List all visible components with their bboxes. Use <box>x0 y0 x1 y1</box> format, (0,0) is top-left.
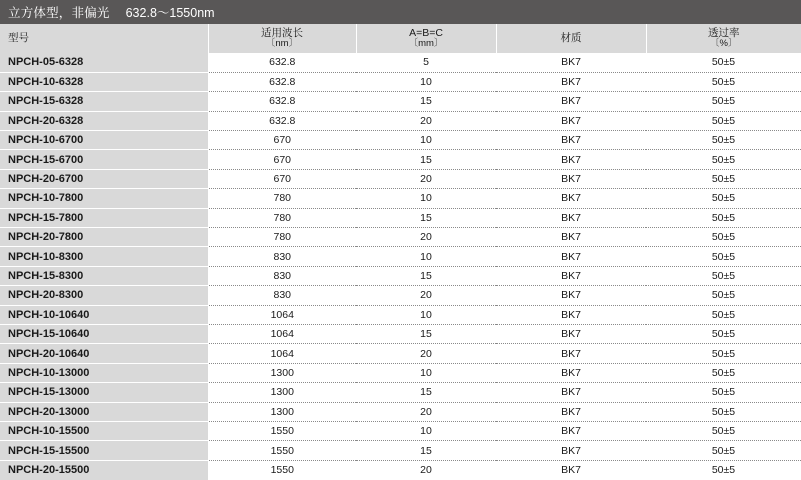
cell-transmittance: 50±5 <box>646 111 801 130</box>
cell-model: NPCH-15-15500 <box>0 441 208 460</box>
cell-model: NPCH-20-15500 <box>0 460 208 479</box>
cell-material: BK7 <box>496 208 646 227</box>
table-row <box>0 150 801 169</box>
cell-material: BK7 <box>496 72 646 91</box>
cell-wavelength: 1300 <box>208 402 356 421</box>
cell-material: BK7 <box>496 421 646 440</box>
cell-size: 20 <box>356 286 496 305</box>
cell-material: BK7 <box>496 266 646 285</box>
cell-transmittance: 50±5 <box>646 460 801 479</box>
cell-model: NPCH-10-15500 <box>0 421 208 440</box>
cell-wavelength: 830 <box>208 247 356 266</box>
cell-wavelength: 632.8 <box>208 53 356 72</box>
cell-model: NPCH-15-6328 <box>0 92 208 111</box>
table-header <box>0 24 801 53</box>
cell-size: 10 <box>356 305 496 324</box>
cell-size: 10 <box>356 72 496 91</box>
cell-model: NPCH-10-7800 <box>0 189 208 208</box>
section-title: 立方体型，非偏光 <box>8 6 110 20</box>
cell-size: 10 <box>356 421 496 440</box>
cell-transmittance: 50±5 <box>646 383 801 402</box>
table-row <box>0 402 801 421</box>
cell-material: BK7 <box>496 111 646 130</box>
cell-transmittance: 50±5 <box>646 131 801 150</box>
cell-transmittance: 50±5 <box>646 286 801 305</box>
table-row <box>0 305 801 324</box>
cell-model: NPCH-15-6700 <box>0 150 208 169</box>
cell-material: BK7 <box>496 383 646 402</box>
cell-transmittance: 50±5 <box>646 150 801 169</box>
cell-model: NPCH-20-10640 <box>0 344 208 363</box>
table-row <box>0 189 801 208</box>
cell-model: NPCH-15-7800 <box>0 208 208 227</box>
cell-material: BK7 <box>496 92 646 111</box>
table-row <box>0 344 801 363</box>
table-row <box>0 53 801 72</box>
cell-transmittance: 50±5 <box>646 169 801 188</box>
cell-size: 15 <box>356 383 496 402</box>
cell-size: 20 <box>356 111 496 130</box>
cell-transmittance: 50±5 <box>646 72 801 91</box>
cell-material: BK7 <box>496 402 646 421</box>
cell-model: NPCH-20-8300 <box>0 286 208 305</box>
cell-wavelength: 1064 <box>208 324 356 343</box>
cell-wavelength: 670 <box>208 131 356 150</box>
cell-transmittance: 50±5 <box>646 92 801 111</box>
cell-model: NPCH-20-13000 <box>0 402 208 421</box>
cell-material: BK7 <box>496 344 646 363</box>
table-row <box>0 131 801 150</box>
cell-size: 20 <box>356 402 496 421</box>
cell-transmittance: 50±5 <box>646 421 801 440</box>
column-header-wavelength: 适用波长 〔nm〕 <box>208 24 356 53</box>
cell-material: BK7 <box>496 324 646 343</box>
cell-wavelength: 1550 <box>208 441 356 460</box>
table-row <box>0 286 801 305</box>
table-row <box>0 92 801 111</box>
cell-transmittance: 50±5 <box>646 402 801 421</box>
cell-wavelength: 1300 <box>208 363 356 382</box>
table-row <box>0 383 801 402</box>
cell-wavelength: 632.8 <box>208 92 356 111</box>
cell-material: BK7 <box>496 189 646 208</box>
cell-transmittance: 50±5 <box>646 208 801 227</box>
cell-material: BK7 <box>496 131 646 150</box>
cell-wavelength: 1550 <box>208 460 356 479</box>
cell-size: 20 <box>356 228 496 247</box>
cell-size: 15 <box>356 92 496 111</box>
table-row <box>0 208 801 227</box>
table-row <box>0 247 801 266</box>
column-header-transmittance: 透过率 〔%〕 <box>646 24 801 53</box>
cell-model: NPCH-20-7800 <box>0 228 208 247</box>
cell-transmittance: 50±5 <box>646 228 801 247</box>
cell-wavelength: 670 <box>208 150 356 169</box>
cell-wavelength: 830 <box>208 286 356 305</box>
cell-wavelength: 830 <box>208 266 356 285</box>
section-title-bar <box>0 0 801 24</box>
cell-size: 20 <box>356 344 496 363</box>
cell-model: NPCH-15-8300 <box>0 266 208 285</box>
cell-wavelength: 780 <box>208 208 356 227</box>
cell-transmittance: 50±5 <box>646 53 801 72</box>
cell-material: BK7 <box>496 286 646 305</box>
cell-material: BK7 <box>496 305 646 324</box>
cell-model: NPCH-10-8300 <box>0 247 208 266</box>
cell-model: NPCH-20-6700 <box>0 169 208 188</box>
cell-size: 20 <box>356 460 496 479</box>
cell-wavelength: 1300 <box>208 383 356 402</box>
cell-wavelength: 670 <box>208 169 356 188</box>
cell-material: BK7 <box>496 228 646 247</box>
cell-wavelength: 1064 <box>208 344 356 363</box>
column-header-material: 材质 <box>496 24 646 53</box>
cell-transmittance: 50±5 <box>646 363 801 382</box>
cell-transmittance: 50±5 <box>646 305 801 324</box>
cell-size: 10 <box>356 363 496 382</box>
cell-size: 15 <box>356 150 496 169</box>
table-row <box>0 72 801 91</box>
cell-size: 10 <box>356 247 496 266</box>
section-subtitle: 632.8〜1550nm <box>125 6 215 20</box>
cell-size: 10 <box>356 189 496 208</box>
cell-size: 20 <box>356 169 496 188</box>
cell-model: NPCH-15-10640 <box>0 324 208 343</box>
cell-model: NPCH-10-13000 <box>0 363 208 382</box>
cell-size: 15 <box>356 441 496 460</box>
cell-size: 10 <box>356 131 496 150</box>
cell-material: BK7 <box>496 247 646 266</box>
cell-model: NPCH-10-6328 <box>0 72 208 91</box>
cell-transmittance: 50±5 <box>646 247 801 266</box>
table-row <box>0 228 801 247</box>
cell-material: BK7 <box>496 460 646 479</box>
cell-wavelength: 1550 <box>208 421 356 440</box>
table-row <box>0 421 801 440</box>
cell-size: 15 <box>356 266 496 285</box>
cell-transmittance: 50±5 <box>646 324 801 343</box>
table-row <box>0 363 801 382</box>
cell-wavelength: 780 <box>208 189 356 208</box>
cell-size: 15 <box>356 324 496 343</box>
cell-model: NPCH-10-6700 <box>0 131 208 150</box>
cell-material: BK7 <box>496 363 646 382</box>
cell-model: NPCH-05-6328 <box>0 53 208 72</box>
cell-wavelength: 632.8 <box>208 111 356 130</box>
table-row <box>0 266 801 285</box>
table-row <box>0 324 801 343</box>
column-header-size: A=B=C 〔mm〕 <box>356 24 496 53</box>
cell-wavelength: 632.8 <box>208 72 356 91</box>
cell-size: 5 <box>356 53 496 72</box>
table-row <box>0 111 801 130</box>
cell-transmittance: 50±5 <box>646 344 801 363</box>
table-row <box>0 441 801 460</box>
column-header-model: 型号 <box>0 24 208 53</box>
cell-wavelength: 1064 <box>208 305 356 324</box>
table-row <box>0 169 801 188</box>
cell-material: BK7 <box>496 169 646 188</box>
cell-material: BK7 <box>496 150 646 169</box>
cell-wavelength: 780 <box>208 228 356 247</box>
cell-model: NPCH-15-13000 <box>0 383 208 402</box>
specification-table <box>0 24 801 480</box>
table-row <box>0 460 801 479</box>
cell-model: NPCH-10-10640 <box>0 305 208 324</box>
cell-material: BK7 <box>496 441 646 460</box>
table-header-row <box>0 24 801 53</box>
cell-material: BK7 <box>496 53 646 72</box>
cell-model: NPCH-20-6328 <box>0 111 208 130</box>
table-body <box>0 53 801 480</box>
cell-transmittance: 50±5 <box>646 189 801 208</box>
cell-size: 15 <box>356 208 496 227</box>
cell-transmittance: 50±5 <box>646 266 801 285</box>
cell-transmittance: 50±5 <box>646 441 801 460</box>
